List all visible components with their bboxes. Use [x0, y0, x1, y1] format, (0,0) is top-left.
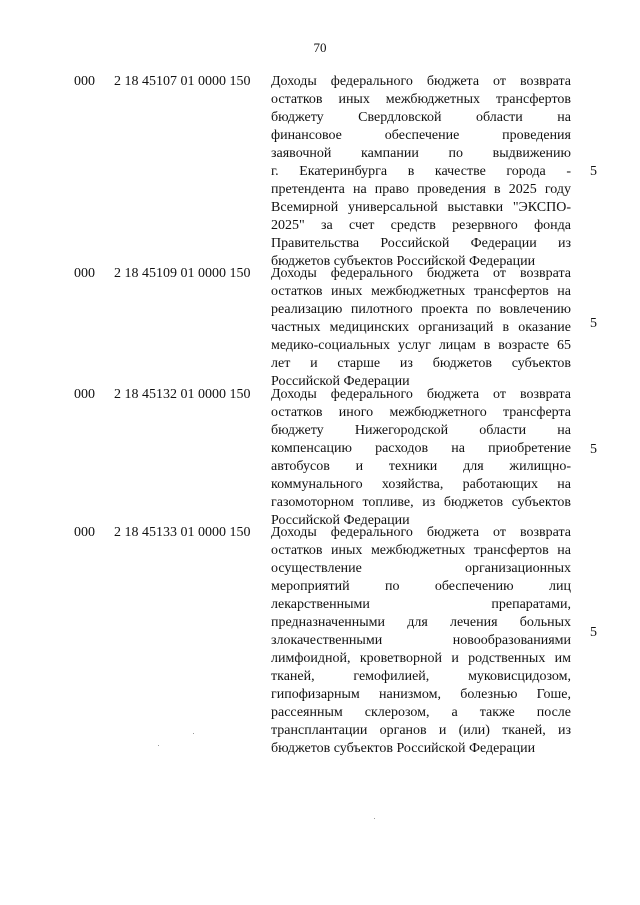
- description-line: автобусов и техники для жилищно-: [271, 459, 571, 474]
- description-line: рассеянным склерозом, а также после: [271, 705, 571, 720]
- description-line: бюджетов субъектов Российской Федерации: [271, 741, 536, 756]
- admin-code: 000: [74, 74, 95, 89]
- description-line: претендента на право проведения в 2025 году: [271, 182, 571, 197]
- description-line: остатков иных межбюджетных трансфертов на: [271, 543, 571, 558]
- description-line: Доходы федерального бюджета от возврата: [271, 74, 571, 89]
- description-line: злокачественными новообразованиями: [271, 633, 571, 648]
- kbk-code: 2 18 45107 01 0000 150: [114, 74, 251, 89]
- income-description: [271, 265, 571, 391]
- description-line: медико-социальных услуг лицам в возрасте 65: [271, 338, 571, 353]
- description-line: газомоторном топливе, из бюджетов субъектов: [271, 495, 571, 510]
- description-line: лет и старше из бюджетов субъектов: [271, 356, 571, 371]
- description-line: предназначенными для лечения больных: [271, 615, 571, 630]
- description-line: Российской Федерации: [271, 513, 410, 528]
- description-line: 2025" за счет средств резервного фонда: [271, 218, 571, 233]
- description-line: Доходы федерального бюджета от возврата: [271, 525, 571, 540]
- income-description: [271, 73, 571, 271]
- description-line: реализацию пилотного проекта по вовлечению: [271, 302, 571, 317]
- kbk-code: 2 18 45133 01 0000 150: [114, 525, 251, 540]
- description-line: коммунального хозяйства, работающих на: [271, 477, 571, 492]
- distribution-norm: 5: [590, 316, 597, 331]
- description-line: трансплантации органов и (или) тканей, из: [271, 723, 571, 738]
- description-line: лекарственными препаратами,: [271, 597, 571, 612]
- admin-code: 000: [74, 266, 95, 281]
- kbk-code: 2 18 45109 01 0000 150: [114, 266, 251, 281]
- scan-speck: [193, 733, 194, 734]
- scan-speck: [158, 745, 159, 746]
- description-line: Доходы федерального бюджета от возврата: [271, 387, 571, 402]
- description-line: финансовое обеспечение проведения: [271, 128, 571, 143]
- description-line: Правительства Российской Федерации из: [271, 236, 571, 251]
- admin-code: 000: [74, 387, 95, 402]
- description-line: бюджетов субъектов Российской Федерации: [271, 254, 536, 269]
- description-line: остатков иного межбюджетного трансферта: [271, 405, 571, 420]
- kbk-code: 2 18 45132 01 0000 150: [114, 387, 251, 402]
- description-line: Российской Федерации: [271, 374, 410, 389]
- income-description: [271, 386, 571, 530]
- description-line: Доходы федерального бюджета от возврата: [271, 266, 571, 281]
- distribution-norm: 5: [590, 164, 597, 179]
- income-description: [271, 524, 571, 758]
- description-line: остатков иных межбюджетных трансфертов на: [271, 284, 571, 299]
- admin-code: 000: [74, 525, 95, 540]
- description-line: остатков иных межбюджетных трансфертов: [271, 92, 571, 107]
- description-line: мероприятий по обеспечению лиц: [271, 579, 571, 594]
- description-line: лимфоидной, кроветворной и родственных им: [271, 651, 571, 666]
- description-line: заявочной кампании по выдвижению: [271, 146, 571, 161]
- description-line: компенсацию расходов на приобретение: [271, 441, 571, 456]
- description-line: г. Екатеринбурга в качестве города -: [271, 164, 571, 179]
- description-line: тканей, гемофилией, муковисцидозом,: [271, 669, 571, 684]
- description-line: частных медицинских организаций в оказание: [271, 320, 571, 335]
- distribution-norm: 5: [590, 625, 597, 640]
- page-number: 70: [313, 40, 327, 55]
- description-line: бюджету Свердловской области на: [271, 110, 571, 125]
- description-line: гипофизарным нанизмом, болезнью Гоше,: [271, 687, 571, 702]
- description-line: осуществление организационных: [271, 561, 571, 576]
- scan-speck: [374, 818, 375, 819]
- description-line: бюджету Нижегородской области на: [271, 423, 571, 438]
- description-line: Всемирной универсальной выставки "ЭКСПО-: [271, 200, 571, 215]
- distribution-norm: 5: [590, 442, 597, 457]
